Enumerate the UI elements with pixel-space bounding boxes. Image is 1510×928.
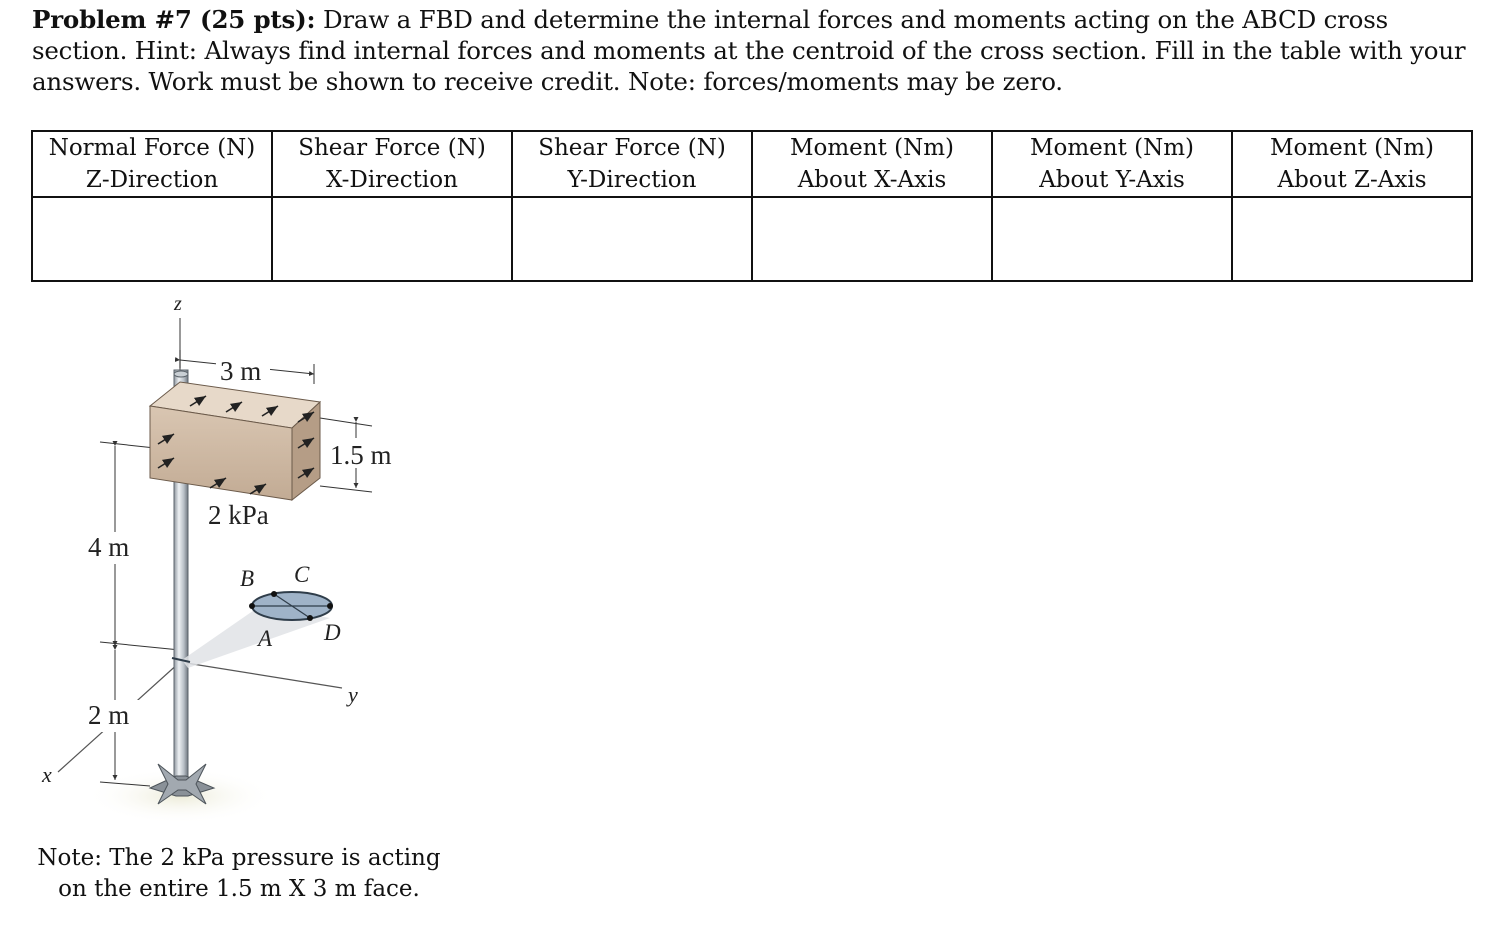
y-axis-line [180, 662, 342, 688]
sign-post-figure [30, 288, 450, 833]
dim-4m-ext-top [100, 442, 155, 448]
answer-table-input-row [32, 197, 1472, 281]
header-line1: Shear Force (N) [538, 135, 726, 161]
problem-text: Draw a FBD and determine the internal forces and moments acting on the ABCD cross section. Hint: Always find internal forces and moments at the centroid of the cross section. Fill in the table with your answers. Work must be shown to receive credit. Note: forces/moments may be zero. [32, 5, 1466, 96]
point-a-label: A [258, 626, 273, 651]
header-line1: Shear Force (N) [298, 135, 486, 161]
answer-cell-moment-x[interactable] [752, 197, 992, 281]
y-axis-label: y [348, 682, 358, 707]
header-line2: Y-Direction [567, 167, 697, 193]
dim-1-5m-ext-top [320, 418, 372, 426]
header-line2: About Y-Axis [1039, 167, 1185, 193]
answer-cell-shear-force-y[interactable] [512, 197, 752, 281]
sign-box [150, 382, 320, 500]
x-axis-label: x [42, 762, 52, 787]
header-line1: Normal Force (N) [48, 135, 256, 161]
answer-cell-moment-z[interactable] [1232, 197, 1472, 281]
problem-statement [32, 4, 1482, 97]
pole-top-cap [174, 371, 188, 377]
note-line1: Note: The 2 kPa pressure is acting [37, 845, 441, 871]
z-axis-label: z [174, 293, 182, 315]
header-line1: Moment (Nm) [1269, 135, 1435, 161]
answer-table [31, 130, 1473, 282]
answer-cell-normal-force-z[interactable] [32, 197, 272, 281]
point-b-label: B [240, 566, 255, 591]
answer-table-header-row [32, 131, 1472, 197]
header-line2: About Z-Axis [1277, 167, 1427, 193]
header-moment-z [1232, 131, 1472, 197]
header-moment-y [992, 131, 1232, 197]
point-c-label: C [294, 562, 310, 587]
problem-title: Problem #7 (25 pts): [32, 5, 316, 34]
header-normal-force-z [32, 131, 272, 197]
dim-3m-label: 3 m [220, 356, 262, 386]
note-line2: on the entire 1.5 m X 3 m face. [58, 876, 420, 902]
header-moment-x [752, 131, 992, 197]
header-line2: About X-Axis [797, 167, 947, 193]
dim-4m-label: 4 m [88, 532, 130, 562]
pressure-label: 2 kPa [208, 500, 269, 530]
header-shear-force-y [512, 131, 752, 197]
dim-1-5m-label: 1.5 m [330, 440, 392, 470]
header-line2: X-Direction [326, 167, 458, 193]
answer-cell-shear-force-x[interactable] [272, 197, 512, 281]
figure-note [34, 843, 444, 905]
dim-1-5m-ext-bottom [320, 486, 372, 492]
header-shear-force-x [272, 131, 512, 197]
header-line2: Z-Direction [85, 167, 219, 193]
point-d-label: D [324, 620, 341, 645]
header-line1: Moment (Nm) [789, 135, 955, 161]
dim-2m-label: 2 m [88, 700, 130, 730]
answer-cell-moment-y[interactable] [992, 197, 1232, 281]
dim-4m-ext-mid [100, 642, 180, 650]
header-line1: Moment (Nm) [1029, 135, 1195, 161]
